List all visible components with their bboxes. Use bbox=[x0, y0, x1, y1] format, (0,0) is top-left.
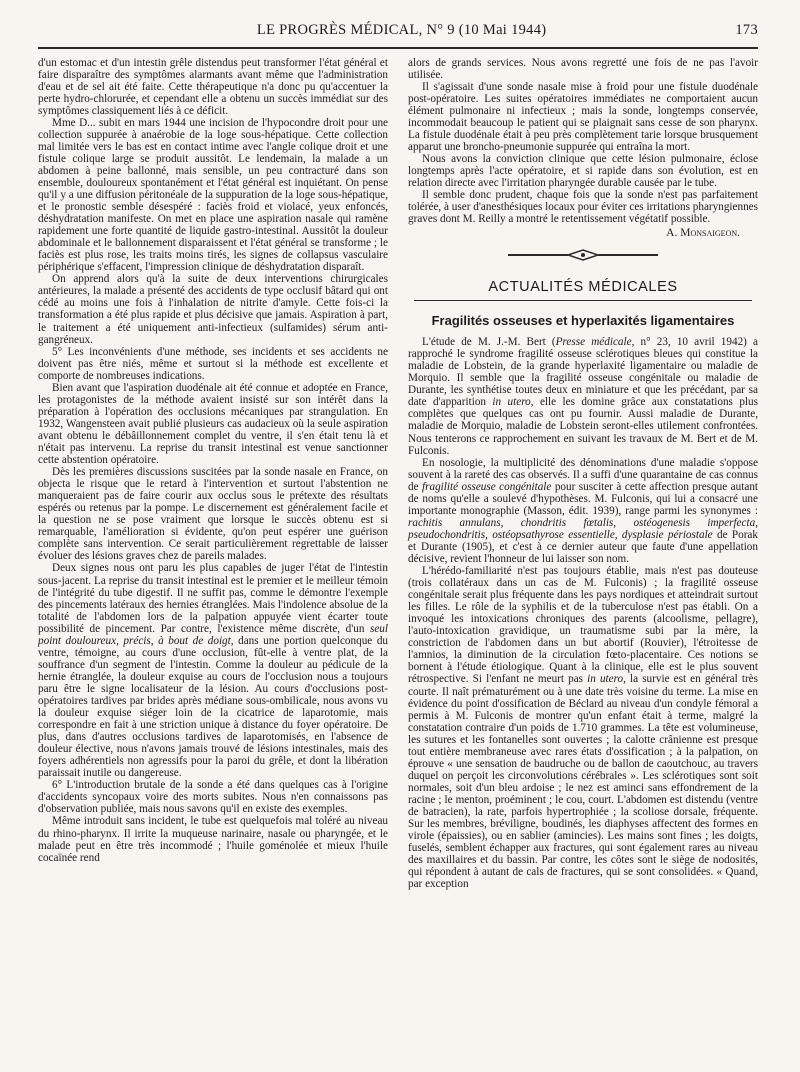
text-run: En nosologie, la multiplicité des dénominations d'une maladie s'oppose souvent à la rareté des cas observés. Il a suffi d'une quarantaine de cas connus de bbox=[408, 456, 758, 493]
text-run: L'hérédo-familiarité n'est pas toujours établie, mais n'est pas douteuse (trois collatéraux dans un cas de M. Fulconis) ; la fragilité osseuse congénitale serait plus fréquente dans les pays nordiques et atteindrait surtout les filles. Le rôle de la syphilis et de la tuberculose n'est pas établi. On a invoqué les intoxications chroniques des parents (alcoolisme, pellagre), l'auto-intoxication gravidique, un traumatisme subi par la mère, la constriction de l'abdomen dans un but abortif (Rouvier), l'étroitesse de l'amnios, la diminution de la circulation fœto-placentaire. Ces notions se bornent à l'étude étiologique. Quant à la clinique, elle est le plus souvent rétrospective. Si l'enfant ne meurt pas bbox=[408, 565, 758, 686]
emphasis: fragilité osseuse congénitale bbox=[422, 480, 552, 493]
section-title: ACTUALITÉS MÉDICALES bbox=[414, 279, 752, 301]
paragraph bbox=[408, 565, 758, 890]
paragraph: alors de grands services. Nous avons regretté une fois de ne pas l'avoir utilisée. bbox=[408, 56, 758, 81]
text-columns bbox=[38, 57, 758, 891]
left-column bbox=[38, 57, 388, 891]
paragraph bbox=[408, 336, 758, 456]
text-run: L'étude de M. J.-M. Bert ( bbox=[422, 336, 556, 349]
paragraph: d'un estomac et d'un intestin grêle distendus peut transformer l'état général et faire disparaître des symptômes alarmants avant même que l'administration d'eau et de sel ait été faite. Cette thérapeutique n'a donc pu qu'accentuer la perte hydro-chlorurée, et cependant elle a obtenu un succès immédiat sur des symptômes classiquement liés à ce déficit. bbox=[38, 56, 388, 117]
paragraph: Il s'agissait d'une sonde nasale mise à froid pour une fistule duodénale post-opératoire. Les suites opératoires immédiates ne comportaient aucun élément pulmonaire ni infectieux ; mais la sonde, longtemps conservée, incommodait beaucoup le patient qui se plaignait sans cesse de son pharynx. La fistule duodénale était à peu près complètement tarie lorsque brusquement apparut une broncho-pneumonie suppurée qui entraîna la mort. bbox=[408, 80, 758, 153]
text-run: de Porak et Durante (1905), et c'est à ce dernier auteur que faute d'une appellation décisive, revient l'honneur de lui laisser son nom. bbox=[408, 528, 758, 565]
paragraph bbox=[408, 457, 758, 565]
signature-name: Monsaigeon. bbox=[680, 227, 740, 240]
text-run: , n° 23, 10 avril 1942) a rapproché le syndrome fragilité osseuse sclérotiques bleues qui constitue la maladie de Lobstein, de la grande hyperlaxité ligamentaire ou maladie de Morquio. Il semble que la fragilité osseuse congénitale ou maladie de Durante, les synthétise toutes deux en miniature et que les précédant, par sa date d'apparition bbox=[408, 336, 758, 409]
journal-title: LE PROGRÈS MÉDICAL, N° 9 (10 Mai 1944) bbox=[256, 22, 547, 38]
paragraph: Bien avant que l'aspiration duodénale ait été connue et adoptée en France, les protagonistes de la méthode avaient insisté sur son intérêt dans la préparation à l'opération des occlusions mécaniques par strangulation. En 1932, Wangensteen avait publié plusieurs cas audacieux où la seule aspiration avant obtenu le débâillonnement complet du ventre, il s'en était tenu là et n'était pas intervenu. La reprise du transit intestinal est venue sanctionner cette abstention opératoire. bbox=[38, 381, 388, 467]
paragraph: On apprend alors qu'à la suite de deux interventions chirurgicales antérieures, la malade a présenté des accidents de type occlusif bâtard qui ont cédé au moins une fois à l'inhalation de nitrite d'amyle. Cette fois-ci la transformation a été plus rapide et plus décisive que jamais. Aspiration à part, le traitement a été uniquement anti-infectieux (sulfamides) sérum anti-gangréneux. bbox=[38, 273, 388, 346]
header-rule bbox=[38, 47, 758, 49]
text-run: dans une portion quelconque du ventre, témoigne, au cours d'une occlusion, fût-elle à ventre plat, de la souffrance d'un segment de l'intestin. Comme la douleur au pédicule de la hernie étranglée, la douleur exquise au cours de l'occlusion nous a toujours paru être le signe localisateur de la lésion. Au cours d'occlusions post-opératoires tardives par brides après médiane sous-ombilicale, nous avons vu la douleur exquise siéger loin de la cicatrice de laparotomie, mais correspondre en fait à une striction unique à distance du foyer opératoire. De plus, dans d'autres occlusions tardives de laparotomisés, en l'absence de douleur élective, nous n'avons jamais trouvé de lésions intestinales, mais des foyers adhérentiels non agressifs pour la paroi du grêle, et dont la libération paraissait inutile ou dangereuse. bbox=[38, 634, 389, 780]
text-run: , la survie est en général très courte. Il naît prématurément ou à une date très voisine du terme. La mise en évidence du point d'ossification de Béclard au niveau d'un condyle fémoral a permis à M. Fulconis de montrer qu'un enfant était à terme, malgré la constatation contraire d'un poids de 1.710 grammes. La tête est volumineuse, les sutures et les fontanelles sont ouvertes ; la calotte crânienne est presque tout entière membraneuse avec rares états d'ossification ; à la palpation, on éprouve « une sensation de baudruche ou de ballon de caoutchouc, au travers duquel on perçoit les circonvolutions cérébrales ». Les sclérotiques sont soit normales, soit d'un bleu ardoise ; le nez est aminci sans effondrement de la racine ; le menton, proéminent ; le cou, court. L'abdomen est distendu (ventre de batracien), la rate, parfois hypertrophiée ; la scoliose dorsale, fréquente. Sur les membres, bréviligne, boudinés, les diaphyses affectent des formes en virole (épaissies), ou en sablier (amincies). Les mains sont fines ; les doigts, fuselés, semblent échapper aux fractures, qui sont également rares au niveau des maxillaires et du bassin. Par contre, les côtes sont le siège de nodosités, qui répondent à autant de cals de fractures, qui se sont consolidées. « Quand, par exception bbox=[408, 673, 758, 891]
ornament-rule-icon bbox=[508, 249, 658, 261]
signature-initial: A. bbox=[666, 227, 681, 240]
paragraph: Dès les premières discussions suscitées par la sonde nasale en France, on objecta le risque que le retard à l'intervention et surtout l'abstention ne manqueraient pas de faire courir aux occlus sous le prétexte des résultats espérés ou retenus par la pompe. Le discernement est généralement facile et la question ne se pose vraiment que lorsque le succès obtenu est si remarquable, l'amélioration si évidente, qu'on peut espérer une guérison complète sans intervention. Ce serait particulièrement regrettable de laisser évoluer des lésions graves chez de pareils malades. bbox=[38, 466, 388, 563]
paragraph: Même introduit sans incident, le tube est quelquefois mal toléré au niveau du rhino-pharynx. Il irrite la muqueuse narinaire, nasale ou pharyngée, et le malade peut en être très incommodé ; l'huile goménolée et mieux l'huile cocaïnée rend bbox=[38, 815, 388, 864]
page-number: 173 bbox=[735, 22, 758, 38]
text-run: Deux signes nous ont paru les plus capables de juger l'état de l'intestin sous-jacent. La reprise du transit intestinal est le premier et le meilleur témoin de l'intégrité du tube digestif. Il ne suffit pas, comme le démontre l'exemple des pincements latéraux des hernies étranglées. Mais l'indolence absolue de la totalité de l'abdomen lors de la palpation appuyée vient écarter toute possibilité de pincement. Par contre, l'existence même discrète, d'un bbox=[38, 562, 388, 635]
emphasis: in utero bbox=[492, 396, 531, 409]
author-signature bbox=[408, 227, 740, 239]
paragraph: Nous avons la conviction clinique que cette lésion pulmonaire, éclose longtemps après l'acte opératoire, et si rapide dans son évolution, est en relation directe avec l'irritation pharyngée durable causée par le tube. bbox=[408, 152, 758, 189]
emphasis: in utero bbox=[587, 673, 624, 686]
paragraph: 6° L'introduction brutale de la sonde a été dans quelques cas à l'origine d'accidents syncopaux voire des morts subites. Nous n'en connaissons pas d'observation publiée, mais nous savons qu'il en existe des exemples. bbox=[38, 779, 388, 816]
paragraph: 5° Les inconvénients d'une méthode, ses incidents et ses accidents ne doivent pas être niés, même et surtout si la méthode est excellente et comporte de nombreuses indications. bbox=[38, 345, 388, 382]
text-run: pour susciter à cette affection presque autant de noms qu'elle a soulevé d'hypothèses. M. Fulconis, qui lui a consacré une importante monographie (Masson, édit. 1939), range parmi les synonymes : bbox=[408, 480, 759, 517]
paragraph bbox=[38, 562, 388, 779]
paragraph: Il semble donc prudent, chaque fois que la sonde n'est pas parfaitement tolérée, à user d'anesthésiques locaux pour éviter ces irritations pharyngiennes graves dont M. Reilly a montré le retentissement végétatif possible. bbox=[408, 189, 758, 226]
article-title: Fragilités osseuses et hyperlaxités ligamentaires bbox=[431, 313, 735, 329]
paragraph: Mme D... subit en mars 1944 une incision de l'hypocondre droit pour une collection suppurée à anaérobie de la loge sous-hépatique. Cette collection mal limitée vers le bas est en contact intime avec l'angle colique droit et une fistule colique large se produit aussitôt. Le lendemain, la malade a un abdomen à peine ballonné, mais sensible, un peu contracturé dans son ensemble, douloureux spontanément et l'état général est inquiétant. On pense qu'il y a une diffusion péritonéale de la suppuration de la loge sous-hépatique, et le pronostic semble désespéré : faciès froid et violacé, yeux enfoncés, déshydratation manifeste. On met en place une aspiration nasale qui ramène rapidement une forte quantité de liquide gastro-intestinal. Aussitôt la douleur abdominale et le ballonnement disparaissent et l'état général se transforme ; le faciès est plus rose, les traits moins tirés, les signes de collapsus vasculaire périphérique s'effacent, l'impression clinique de déshydratation disparaît. bbox=[38, 116, 388, 274]
right-column bbox=[408, 57, 758, 891]
text-run: , elle les domine grâce aux constatations plus complètes que quelques cas ont pu fournir. Aussi maladie de Durante, maladie de Morquio, maladie de Lobstein seront-elles utilement confrontées. Nous tenterons ce rapprochement en suivant les travaux de M. Bert et de M. Fulconis. bbox=[408, 396, 758, 457]
emphasis: seul point douloureux, précis, à bout de doigt, bbox=[38, 622, 388, 647]
emphasis: Presse médicale bbox=[555, 336, 632, 349]
running-header bbox=[38, 22, 758, 44]
emphasis: rachitis annulans, chondritis fœtalis, ostéogenesis imperfecta, pseudochondritis, ostéopsathyrose essentielle, dysplasie périostale bbox=[408, 516, 758, 541]
section-ornament bbox=[408, 249, 758, 261]
